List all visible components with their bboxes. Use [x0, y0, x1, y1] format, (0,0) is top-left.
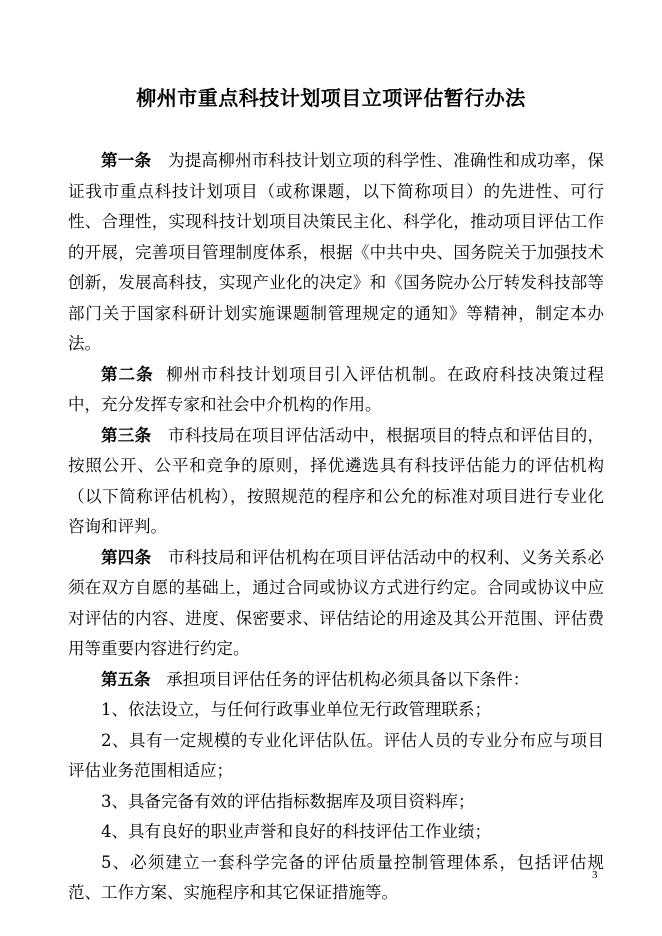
article-3 — [68, 421, 604, 543]
condition-item: 1、依法设立，与任何行政事业单位无行政管理联系； — [101, 700, 491, 719]
article-text: 为提高柳州市科技计划立项的科学性、准确性和成功率，保证我市重点科技计划项目（或称课题，以下简称项目）的先进性、可行性、合理性，实现科技计划项目决策民主化、科学化，推动项目评估工作的开展，完善项目管理制度体系，根据《中共中央、国务院关于加强技术创新，发展高科技，实现产业化的决定》和《国务院办公厅转发科技部等部门关于国家科研计划实施课题制管理规定的通知》等精神，制定本办法。 — [68, 151, 605, 353]
condition-item: 4、具有良好的职业声誉和良好的科技评估工作业绩； — [101, 822, 491, 841]
document-body — [68, 146, 604, 909]
article-text: 市科技局和评估机构在项目评估活动中的权利、义务关系必须在双方自愿的基础上，通过合同或协议方式进行约定。合同或协议中应对评估的内容、进度、保密要求、评估结论的用途及其公开范围、评估费用等重要内容进行约定。 — [68, 547, 605, 658]
article-label: 第五条 — [101, 669, 151, 689]
article-5 — [68, 665, 604, 696]
article-2 — [68, 360, 604, 421]
document-title: 柳州市重点科技计划项目立项评估暂行办法 — [136, 86, 526, 110]
article-4 — [68, 543, 604, 665]
article-label: 第一条 — [101, 151, 152, 170]
page-number: 3 — [592, 869, 598, 881]
article-label: 第二条 — [101, 364, 154, 384]
condition-item: 2、具有一定规模的专业化评估队伍。评估人员的专业分布应与项目评估业务范围相适应； — [68, 730, 604, 780]
condition-item: 3、具备完备有效的评估指标数据库及项目资料库； — [101, 791, 475, 811]
article-1 — [68, 146, 604, 360]
article-label: 第四条 — [101, 547, 152, 567]
condition-item: 5、必须建立一套科学完备的评估质量控制管理体系，包括评估规范、工作方案、实施程序和其它保证措施等。 — [68, 852, 604, 902]
article-label: 第三条 — [101, 425, 152, 445]
article-text: 市科技局在项目评估活动中，根据项目的特点和评估目的，按照公开、公平和竞争的原则，择优遴选具有科技评估能力的评估机构（以下简称评估机构），按照规范的程序和公允的标准对项目进行专业化咨询和评判。 — [68, 425, 605, 536]
article-text: 承担项目评估任务的评估机构必须具备以下条件： — [166, 669, 530, 689]
article-text: 柳州市科技计划项目引入评估机制。在政府科技决策过程中，充分发挥专家和社会中介机构的作用。 — [68, 364, 604, 414]
